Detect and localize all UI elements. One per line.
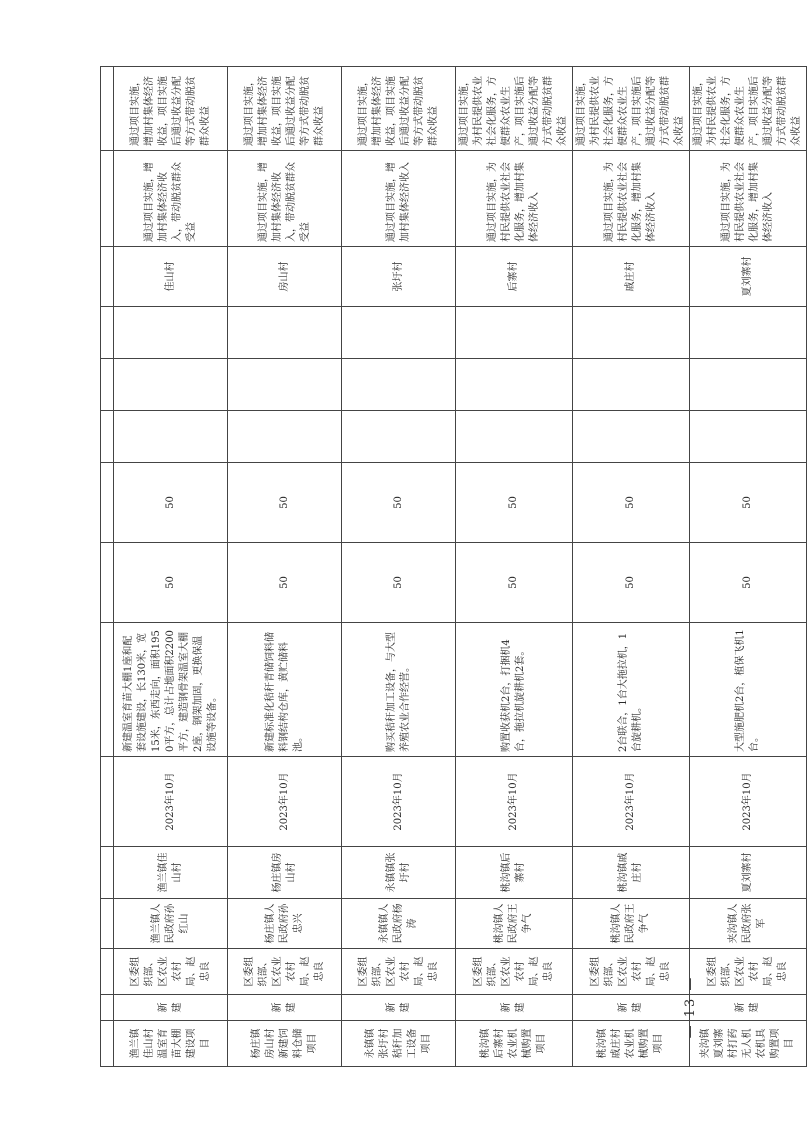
cell-supervisor: 区委组织部、区农业农村局、赵忠良: [114, 949, 228, 995]
cell-time: 2023年10月: [690, 757, 807, 847]
cell-responsible: 渔兰镇人民政府孙红山: [114, 899, 228, 949]
cell-project: 永镇镇张圩村秸秆加工设备项目: [342, 1021, 456, 1067]
cell-fund: 50: [690, 463, 807, 543]
cell-c3: [690, 307, 807, 359]
cell-fund: 50: [342, 463, 456, 543]
cell-location: 渔兰镇佳山村: [114, 847, 228, 899]
table-row: [114, 67, 228, 1067]
cell-content: 购买秸秆加工设备，与大型养殖农业合作经营。: [342, 623, 456, 757]
cell-project: 渔兰镇佳山村温室育苗大棚建设项目: [114, 1021, 228, 1067]
cell-time: 2023年10月: [114, 757, 228, 847]
cell-c2: [573, 359, 690, 411]
cell-project: 桃沟镇戚庄村农业机械购置项目: [573, 1021, 690, 1067]
cell-content: 新建标准化秸秆青储饲料储料钢结构仓库，黄贮储料池。: [228, 623, 342, 757]
cell-location: 夏刘寨村: [690, 847, 807, 899]
cell-mechanism: 通过项目实施，增加村集体经济收益，项目实施后通过收益分配等方式带动脱贫群众收益: [342, 67, 456, 151]
table-row: [690, 67, 807, 1067]
cell-type: 新建: [690, 995, 807, 1021]
project-table: [100, 66, 807, 1067]
cell-c1: [456, 411, 573, 463]
cell-content: 大型施肥机2台，植保飞机1台。: [690, 623, 807, 757]
cell-responsible: 桃沟镇人民政府王争气: [456, 899, 573, 949]
cell-mechanism: 通过项目实施，为村民提供农业社会化服务，方便群众农业生产，项目实施后通过收益分配等方式带动脱贫群众收益: [690, 67, 807, 151]
cell-mechanism: 通过项目实施，增加村集体经济收益，项目实施后通过收益分配等方式带动脱贫群众收益: [114, 67, 228, 151]
cell-c1: [114, 411, 228, 463]
cell-c2: [456, 359, 573, 411]
cell-fund: 50: [228, 463, 342, 543]
cell-project: 桃沟镇后寨村农业机械购置项目: [456, 1021, 573, 1067]
cell-location: 杨庄镇房山村: [228, 847, 342, 899]
cell-total: 50: [342, 543, 456, 623]
cell-total: 50: [456, 543, 573, 623]
cell-village: 佳山村: [114, 247, 228, 307]
cell-location: 桃沟镇戚庄村: [573, 847, 690, 899]
table-top-row: [101, 67, 114, 1067]
cell-c2: [342, 359, 456, 411]
cell-mechanism: 通过项目实施，增加村集体经济收益，项目实施后通过收益分配等方式带动脱贫群众收益: [228, 67, 342, 151]
table-row: [573, 67, 690, 1067]
cell-project: 夹沟镇夏刘寨村打药无人机农机具购置项目: [690, 1021, 807, 1067]
cell-c3: [456, 307, 573, 359]
cell-fund: 50: [114, 463, 228, 543]
cell-effect: 通过项目实施，为村民提供农业社会化服务，增加村集体经济收入: [690, 151, 807, 247]
cell-c2: [114, 359, 228, 411]
cell-mechanism: 通过项目实施，为村民提供农业社会化服务，方便群众农业生产，项目实施后通过收益分配等方式带动脱贫群众收益: [456, 67, 573, 151]
cell-c3: [573, 307, 690, 359]
cell-effect: 通过项目实施，增加村集体经济收入，带动脱贫群众受益: [228, 151, 342, 247]
cell-type: 新建: [228, 995, 342, 1021]
cell-type: 新建: [342, 995, 456, 1021]
cell-village: 后寨村: [456, 247, 573, 307]
cell-mechanism: 通过项目实施，为村民提供农业社会化服务，方便群众农业生产，项目实施后通过收益分配等方式带动脱贫群众收益: [573, 67, 690, 151]
table-row: [228, 67, 342, 1067]
cell-c3: [228, 307, 342, 359]
cell-responsible: 杨庄镇人民政府孙忠兴: [228, 899, 342, 949]
table-row: [342, 67, 456, 1067]
cell-village: 夏刘寨村: [690, 247, 807, 307]
cell-effect: 通过项目实施，为村民提供农业社会化服务，增加村集体经济收入: [456, 151, 573, 247]
cell-c2: [690, 359, 807, 411]
cell-responsible: 夹沟镇人民政府张军: [690, 899, 807, 949]
cell-type: 新建: [573, 995, 690, 1021]
cell-fund: 50: [573, 463, 690, 543]
cell-supervisor: 区委组织部、区农业农村局、赵忠良: [342, 949, 456, 995]
cell-responsible: 永镇镇人民政府杨涛: [342, 899, 456, 949]
cell-location: 永镇镇张圩村: [342, 847, 456, 899]
cell-time: 2023年10月: [456, 757, 573, 847]
cell-c3: [342, 307, 456, 359]
cell-content: 新建温室育苗大棚1座和配套设施建设，长130米，宽15米，东西走向，面积1950平方，总计占地面积2200平方，建造钢骨架温室大棚2座，钢架加固，更换保温设施等设备。: [114, 623, 228, 757]
cell-c2: [228, 359, 342, 411]
page-number: — 13 —: [683, 975, 698, 1039]
cell-village: 张圩村: [342, 247, 456, 307]
cell-location: 桃沟镇后寨村: [456, 847, 573, 899]
cell-content: 2台联合，1台大拖拉机，1台旋耕机。: [573, 623, 690, 757]
cell-effect: 通过项目实施，为村民提供农业社会化服务，增加村集体经济收入: [573, 151, 690, 247]
cell-time: 2023年10月: [342, 757, 456, 847]
cell-c3: [114, 307, 228, 359]
cell-supervisor: 区委组织部、区农业农村局、赵忠良: [456, 949, 573, 995]
cell-supervisor: 区委组织部、区农业农村局、赵忠良: [573, 949, 690, 995]
cell-type: 新建: [456, 995, 573, 1021]
cell-effect: 通过项目实施，增加村集体经济收入，带动脱贫群众受益: [114, 151, 228, 247]
cell-supervisor: 区委组织部、区农业农村局、赵忠良: [690, 949, 807, 995]
cell-total: 50: [573, 543, 690, 623]
cell-content: 购置收获机2台，打捆机4台，拖拉机旋耕机2套。: [456, 623, 573, 757]
cell-total: 50: [228, 543, 342, 623]
cell-responsible: 桃沟镇人民政府王争气: [573, 899, 690, 949]
cell-c1: [573, 411, 690, 463]
cell-effect: 通过项目实施，增加村集体经济收入: [342, 151, 456, 247]
cell-total: 50: [114, 543, 228, 623]
cell-village: 戚庄村: [573, 247, 690, 307]
cell-c1: [228, 411, 342, 463]
cell-type: 新建: [114, 995, 228, 1021]
cell-supervisor: 区委组织部、区农业农村局、赵忠良: [228, 949, 342, 995]
cell-total: 50: [690, 543, 807, 623]
rotated-table-wrapper: [100, 67, 802, 1067]
cell-time: 2023年10月: [573, 757, 690, 847]
cell-village: 房山村: [228, 247, 342, 307]
cell-c1: [342, 411, 456, 463]
table-row: [456, 67, 573, 1067]
cell-fund: 50: [456, 463, 573, 543]
cell-project: 杨庄镇房山村新建饲料仓储项目: [228, 1021, 342, 1067]
cell-c1: [690, 411, 807, 463]
cell-time: 2023年10月: [228, 757, 342, 847]
